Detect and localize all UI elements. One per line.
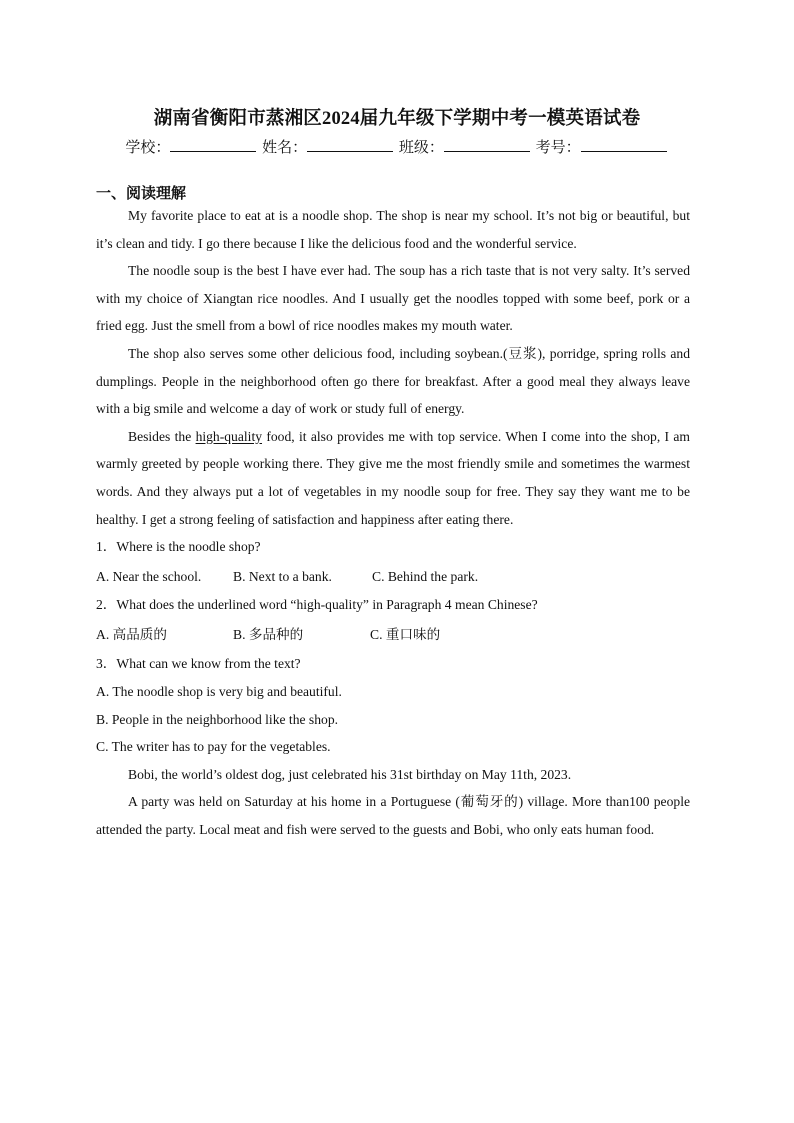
question-1-options [96,562,690,592]
question-1-option-b[interactable]: B. Next to a bank. [233,568,332,584]
question-3-option-a[interactable]: A. The noodle shop is very big and beautiful. [96,684,342,700]
class-label: 班级： [398,140,444,156]
question-1-stem: 1．Where is the noodle shop? [96,539,261,555]
number-blank[interactable] [581,139,667,152]
exam-title: 湖南省衡阳市蒸湘区2024届九年级下学期中考一模英语试卷 [153,109,641,129]
passage1-paragraph-3: The shop also serves some other delicious food, including soybean.(豆浆), porridge, spring rolls and dumplings. People in the neighborhood often go there for breakfast. After a good meal they always leave with a big smile and welcome a day of work or study full of energy. [96,345,690,417]
question-2-options [96,620,690,650]
question-2-stem: 2．What does the underlined word “high-quality” in Paragraph 4 mean Chinese? [96,597,538,613]
name-blank[interactable] [307,139,393,152]
question-3-option-b[interactable]: B. People in the neighborhood like the shop. [96,711,339,727]
question-2-option-b[interactable]: B. 多品种的 [233,626,304,642]
name-label: 姓名： [262,140,308,156]
school-blank[interactable] [170,139,256,152]
school-label: 学校： [125,140,171,156]
class-blank[interactable] [444,139,530,152]
section-heading: 一、阅读理解 [96,186,187,202]
passage2-paragraph-2: A party was held on Saturday at his home in a Portuguese (葡萄牙的) village. More than100 people attended the party. Local meat and fish were served to the guests and Bobi, who only eats human food. [96,794,690,838]
student-info-line [0,136,794,157]
question-2-option-a[interactable]: A. 高品质的 [96,626,167,642]
passage2-paragraph-1: Bobi, the world’s oldest dog, just celebrated his 31st birthday on May 11th, 2023. [128,766,572,782]
passage1-paragraph-1: My favorite place to eat at is a noodle shop. The shop is near my school. It’s not big or beautiful, but it’s clean and tidy. I go there because I like the delicious food and the wonderful service. [96,208,690,251]
question-1-option-c[interactable]: C. Behind the park. [372,568,479,584]
number-label: 考号： [535,140,581,156]
question-1-option-a[interactable]: A. Near the school. [96,568,202,584]
passage1-paragraph-2: The noodle soup is the best I have ever had. The soup has a rich taste that is not very salty. It’s served with my choice of Xiangtan rice noodles. And I usually get the noodles topped with some beef, pork or a fried egg. Just the smell from a bowl of rice noodles makes my mouth water. [96,263,690,334]
question-3-option-c[interactable]: C. The writer has to pay for the vegetables. [96,739,331,755]
reading-content [96,202,690,844]
passage1-paragraph-4: Besides the high-quality food, it also provides me with top service. When I come into the shop, I am warmly greeted by people working there. They give me the most friendly smile and sometimes the warmest words. And they always put a lot of vegetables in my noodle soup for free. They say they want me to be healthy. I get a strong feeling of satisfaction and happiness after eating there. [96,428,690,527]
question-3-stem: 3．What can we know from the text? [96,655,301,671]
question-2-option-c[interactable]: C. 重口味的 [370,626,441,642]
underlined-word: high-quality [195,428,263,444]
